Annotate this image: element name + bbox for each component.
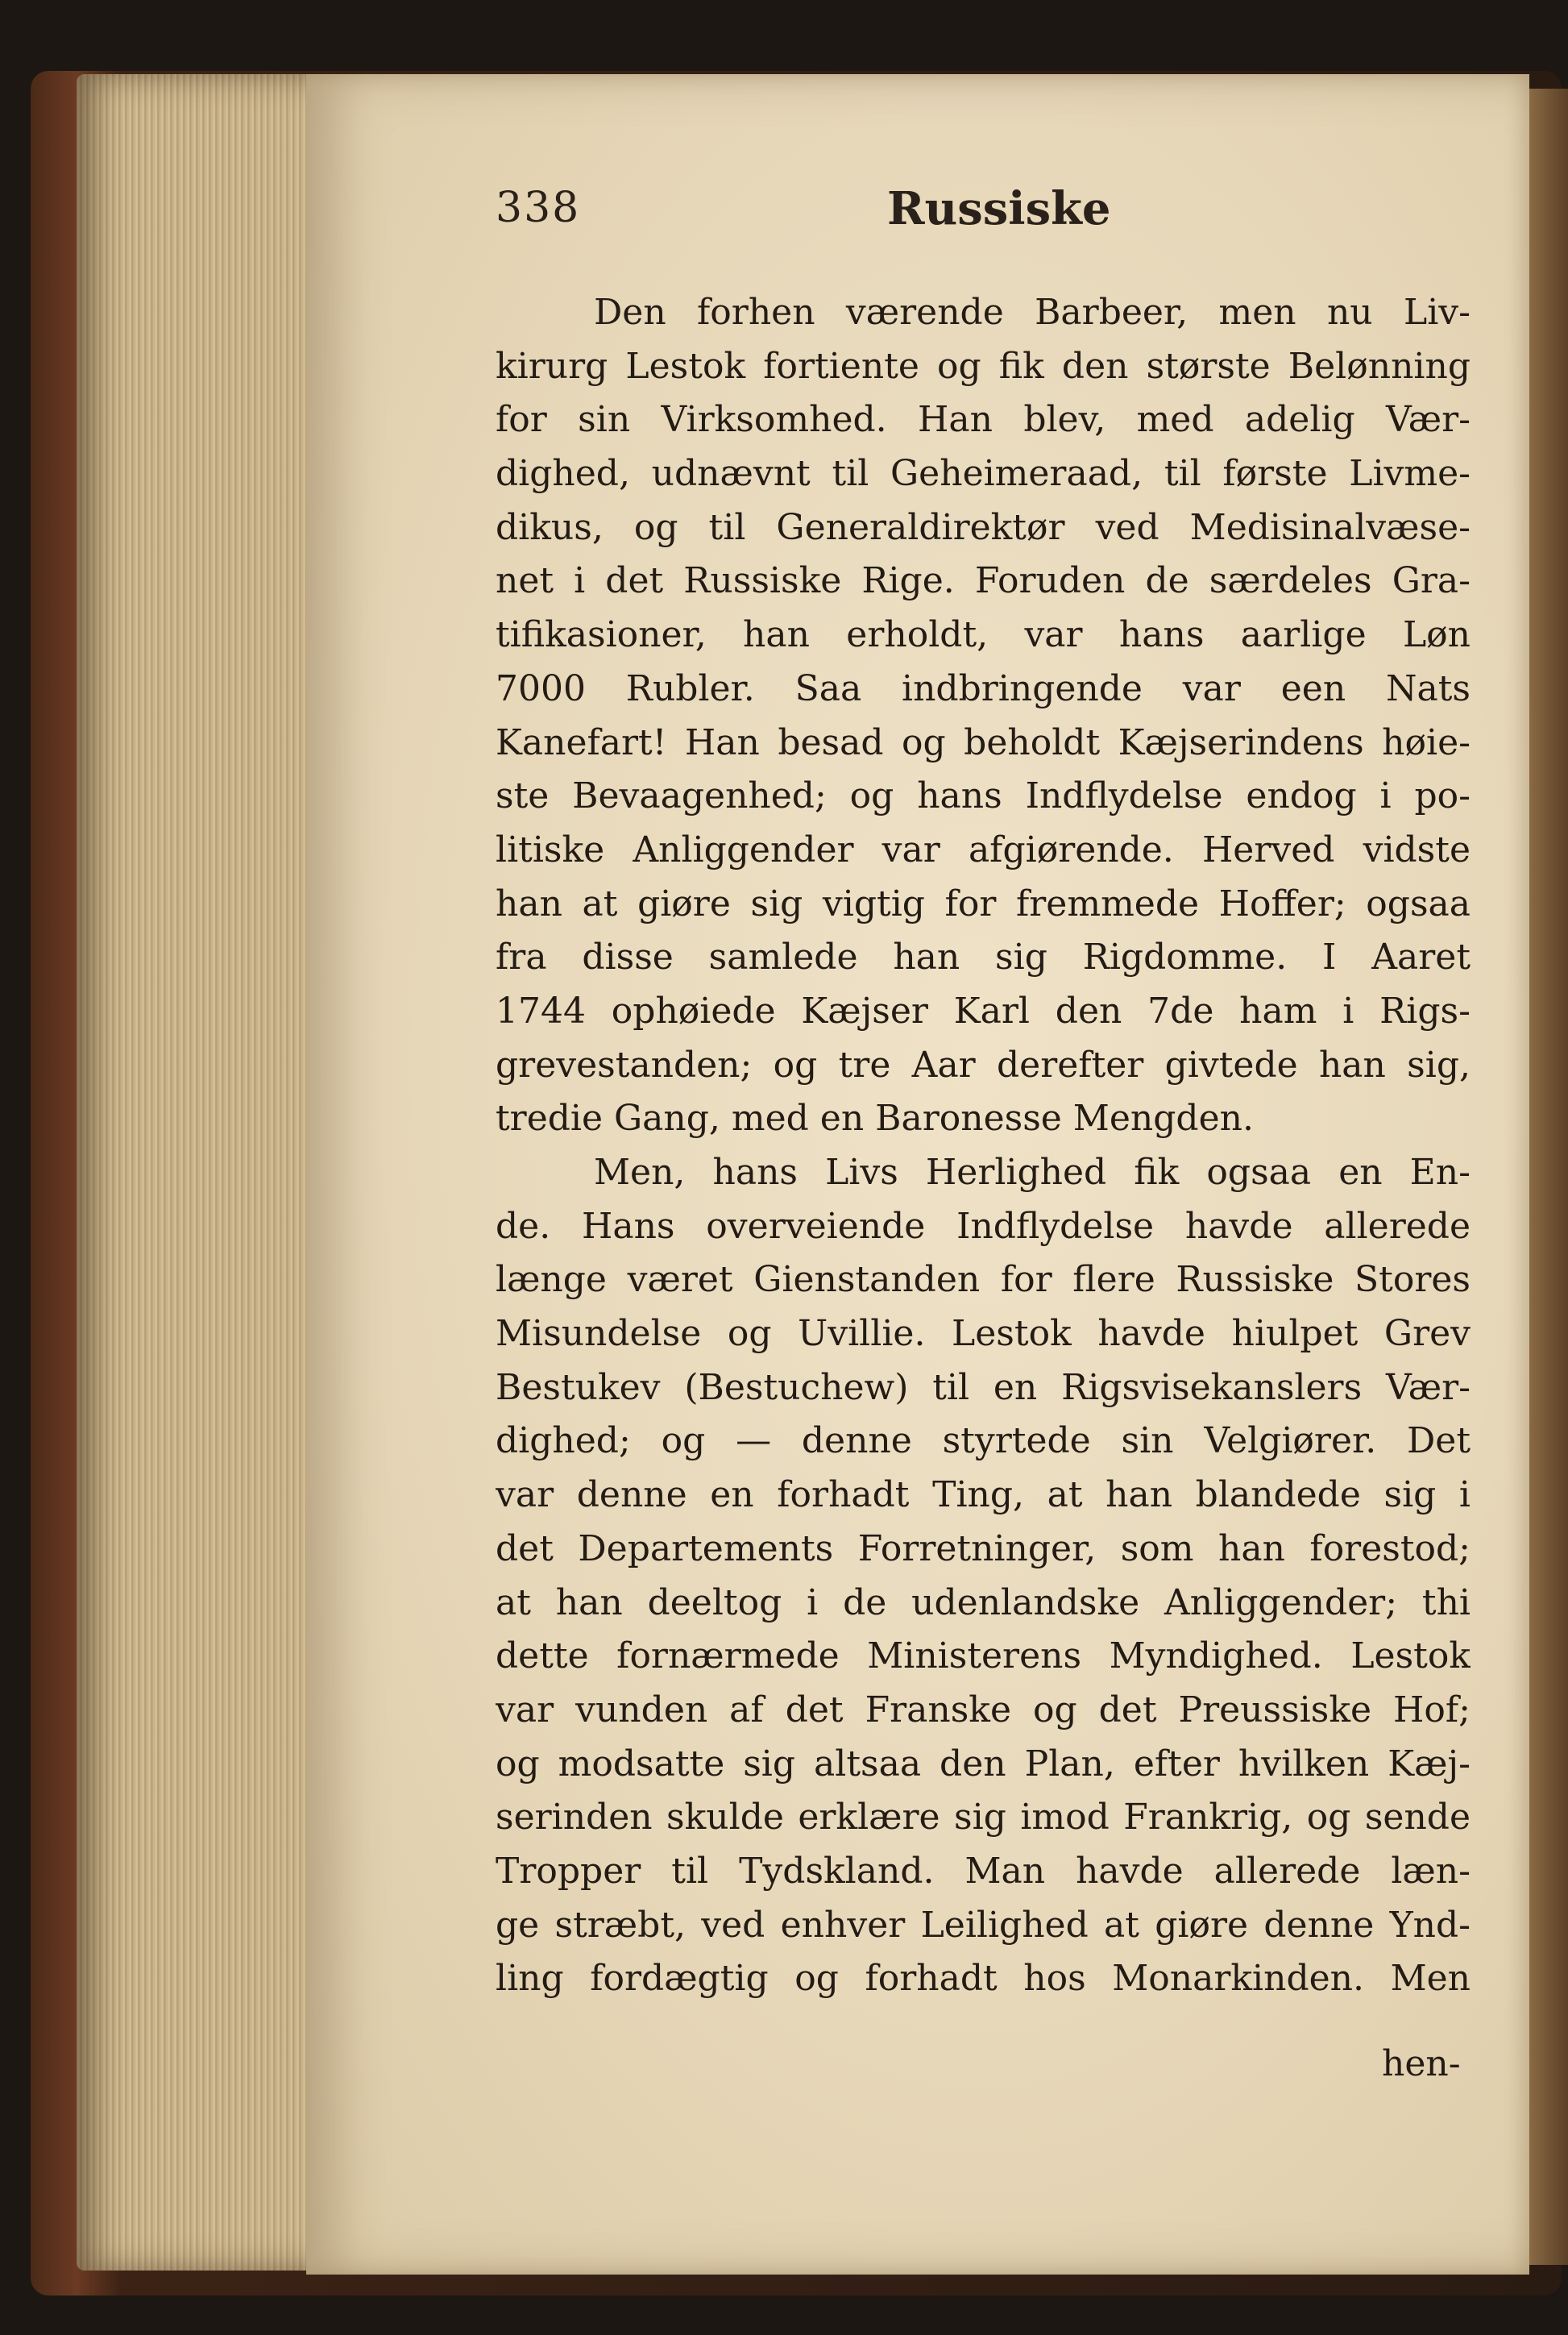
catchword: hen- xyxy=(1382,2043,1461,2084)
page-number: 338 xyxy=(496,184,581,232)
text-line: de. Hans overveiende Indflydelse havde allerede xyxy=(496,1205,1471,1247)
text-line: ge stræbt, ved enhver Leilighed at giøre denne Ynd- xyxy=(496,1904,1471,1946)
text-line: var denne en forhadt Ting, at han blandede sig i xyxy=(496,1474,1471,1516)
text-line: han at giøre sig vigtig for fremmede Hoffer; ogsaa xyxy=(496,883,1471,924)
text-line: tredie Gang, med en Baronesse Mengden. xyxy=(496,1098,1254,1140)
text-line: Tropper til Tydskland. Man havde allerede læn- xyxy=(496,1850,1471,1892)
facing-page-edge xyxy=(1529,89,1568,2265)
text-line: dighed; og — denne styrtede sin Velgiører. Det xyxy=(496,1420,1471,1462)
text-line: var vunden af det Franske og det Preussiske Hof; xyxy=(496,1689,1471,1730)
text-line: serinden skulde erklære sig imod Frankrig, og sende xyxy=(496,1797,1471,1839)
text-line: det Departements Forretninger, som han forestod; xyxy=(496,1527,1471,1569)
text-line: Men, hans Livs Herlighed fik ogsaa en En- xyxy=(594,1152,1471,1193)
text-line: grevestanden; og tre Aar derefter givtede han sig, xyxy=(496,1044,1471,1086)
running-head: Russiske xyxy=(887,182,1111,235)
text-line: tifikasioner, han erholdt, var hans aarlige Løn xyxy=(496,614,1471,656)
page-edges xyxy=(77,74,326,2271)
text-line: ste Bevaagenhed; og hans Indflydelse endog i po- xyxy=(496,775,1471,817)
text-line: fra disse samlede han sig Rigdomme. I Aaret xyxy=(496,937,1471,978)
text-line: og modsatte sig altsaa den Plan, efter hvilken Kæj- xyxy=(496,1743,1471,1784)
body-text xyxy=(496,286,1471,2006)
text-line: Misundelse og Uvillie. Lestok havde hiulpet Grev xyxy=(496,1313,1471,1355)
text-line: Bestukev (Bestuchew) til en Rigsvisekanslers Vær- xyxy=(496,1366,1471,1408)
text-line: at han deeltog i de udenlandske Anliggender; thi xyxy=(496,1581,1471,1623)
text-line: dette fornærmede Ministerens Myndighed. Lestok xyxy=(496,1635,1471,1677)
page-header xyxy=(496,184,1462,248)
text-line: 7000 Rubler. Saa indbringende var een Nats xyxy=(496,667,1471,709)
text-line: for sin Virksomhed. Han blev, med adelig Vær- xyxy=(496,399,1471,441)
text-line: ling fordægtig og forhadt hos Monarkinden. Men xyxy=(496,1958,1471,2000)
text-line: kirurg Lestok fortiente og fik den største Belønning xyxy=(496,345,1471,387)
text-line: længe været Gienstanden for flere Russiske Stores xyxy=(496,1259,1471,1301)
text-line: Den forhen værende Barbeer, men nu Liv- xyxy=(594,292,1471,333)
text-line: litiske Anliggender var afgiørende. Herved vidste xyxy=(496,829,1471,870)
text-line: 1744 ophøiede Kæjser Karl den 7de ham i Rigs- xyxy=(496,990,1471,1032)
text-line: dighed, udnævnt til Geheimeraad, til første Livme- xyxy=(496,453,1471,495)
text-line: dikus, og til Generaldirektør ved Medisinalvæse- xyxy=(496,506,1471,548)
text-line: net i det Russiske Rige. Foruden de særdeles Gra- xyxy=(496,560,1471,602)
text-line: Kanefart! Han besad og beholdt Kæjserindens høie- xyxy=(496,721,1471,763)
